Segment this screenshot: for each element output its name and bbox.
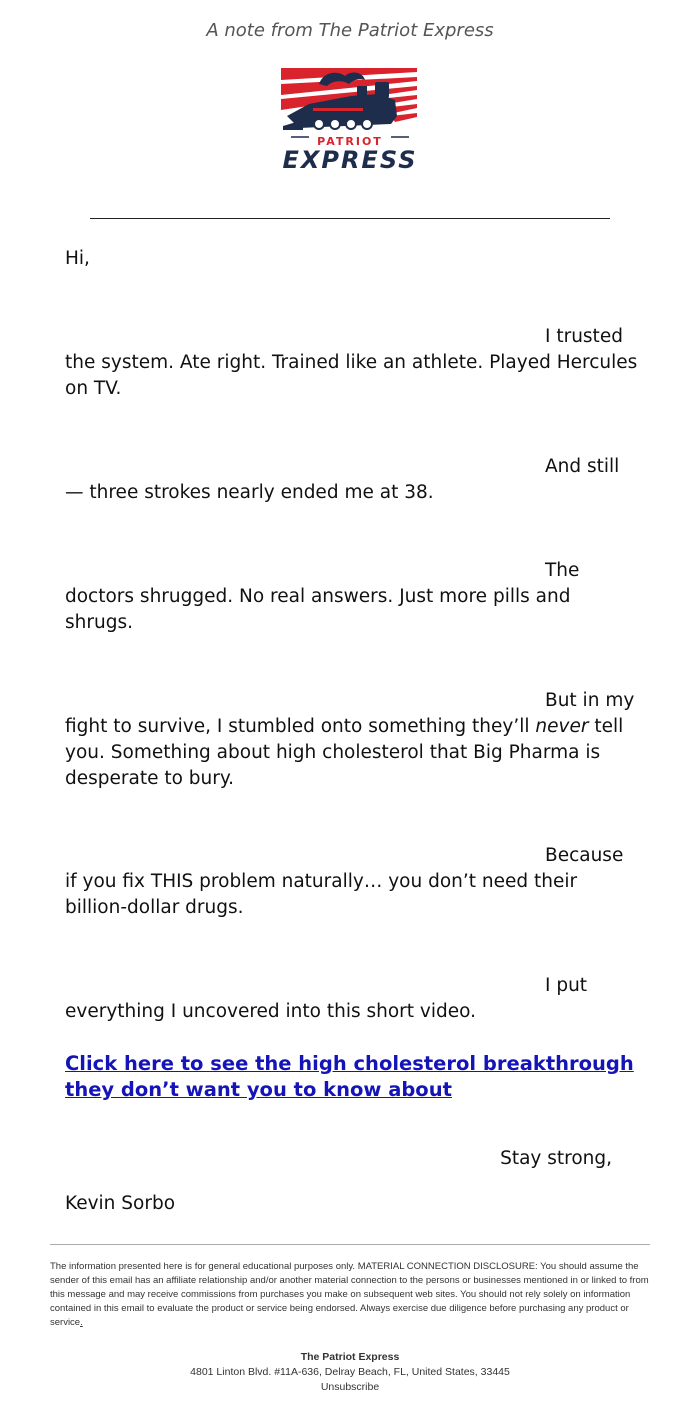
signature: Kevin Sorbo — [65, 1193, 176, 1214]
footer-company: The Patriot Express — [300, 1351, 400, 1363]
footer-divider — [50, 1244, 650, 1245]
patriot-express-logo — [279, 64, 421, 172]
logo-bottom-word: EXPRESS — [282, 146, 418, 172]
disclaimer — [50, 1260, 652, 1330]
paragraph-5 — [65, 843, 640, 921]
paragraph-lead: The — [545, 560, 580, 581]
disclaimer-tail: . — [80, 1317, 83, 1328]
cta-video-link[interactable]: Click here to see the high cholesterol breakthrough they don’t want you to know about — [65, 1052, 634, 1101]
paragraph-lead: And still — [545, 456, 620, 477]
unsubscribe-link[interactable]: Unsubscribe — [320, 1381, 380, 1393]
paragraph-body-continued: tell you. Something about high cholesterol that Big Pharma is desperate to bury. — [65, 716, 624, 789]
paragraph-body: my fight to survive, I stumbled onto something they’ll — [65, 690, 635, 737]
paragraph-emphasis: never — [535, 716, 589, 737]
paragraph-lead: I trusted — [545, 326, 623, 347]
paragraph-body: everything I uncovered into this short video. — [65, 1001, 477, 1022]
paragraph-4 — [65, 688, 640, 792]
greeting: Hi, — [65, 248, 90, 269]
paragraph-2 — [65, 454, 640, 506]
header-note: A note from The Patriot Express — [206, 20, 494, 41]
footer-address: 4801 Linton Blvd. #11A-636, Delray Beach, FL, United States, 33445 — [190, 1366, 510, 1378]
logo-top-word: PATRIOT — [317, 135, 383, 148]
paragraph-body: doctors shrugged. No real answers. Just more pills and shrugs. — [65, 586, 571, 633]
paragraph-lead: Because — [545, 845, 624, 866]
paragraph-body: the system. Ate right. Trained like an athlete. Played Hercules on TV. — [65, 352, 638, 399]
header-divider — [90, 218, 610, 219]
disclaimer-text: The information presented here is for general educational purposes only. MATERIAL CONNECTION DISCLOSURE: You should assume the sender of this email has an affiliate relationship and/or another material connection to the persons or businesses mentioned in or linked to from this message and may receive commissions from purchases you make on subsequent web sites. You should not rely solely on information contained in this email to evaluate the product or service being endorsed. Always exercise due diligence before purchasing any product or service — [50, 1261, 649, 1328]
paragraph-lead: I put — [545, 975, 588, 996]
paragraph-body: — three strokes nearly ended me at 38. — [65, 482, 434, 503]
footer — [0, 1350, 700, 1395]
signoff: Stay strong, — [500, 1148, 612, 1169]
paragraph-lead: But in — [545, 690, 600, 711]
paragraph-1 — [65, 324, 640, 402]
paragraph-3 — [65, 558, 640, 636]
paragraph-6 — [65, 973, 640, 1025]
paragraph-body: if you fix THIS problem naturally… you don’t need their billion-dollar drugs. — [65, 871, 578, 918]
